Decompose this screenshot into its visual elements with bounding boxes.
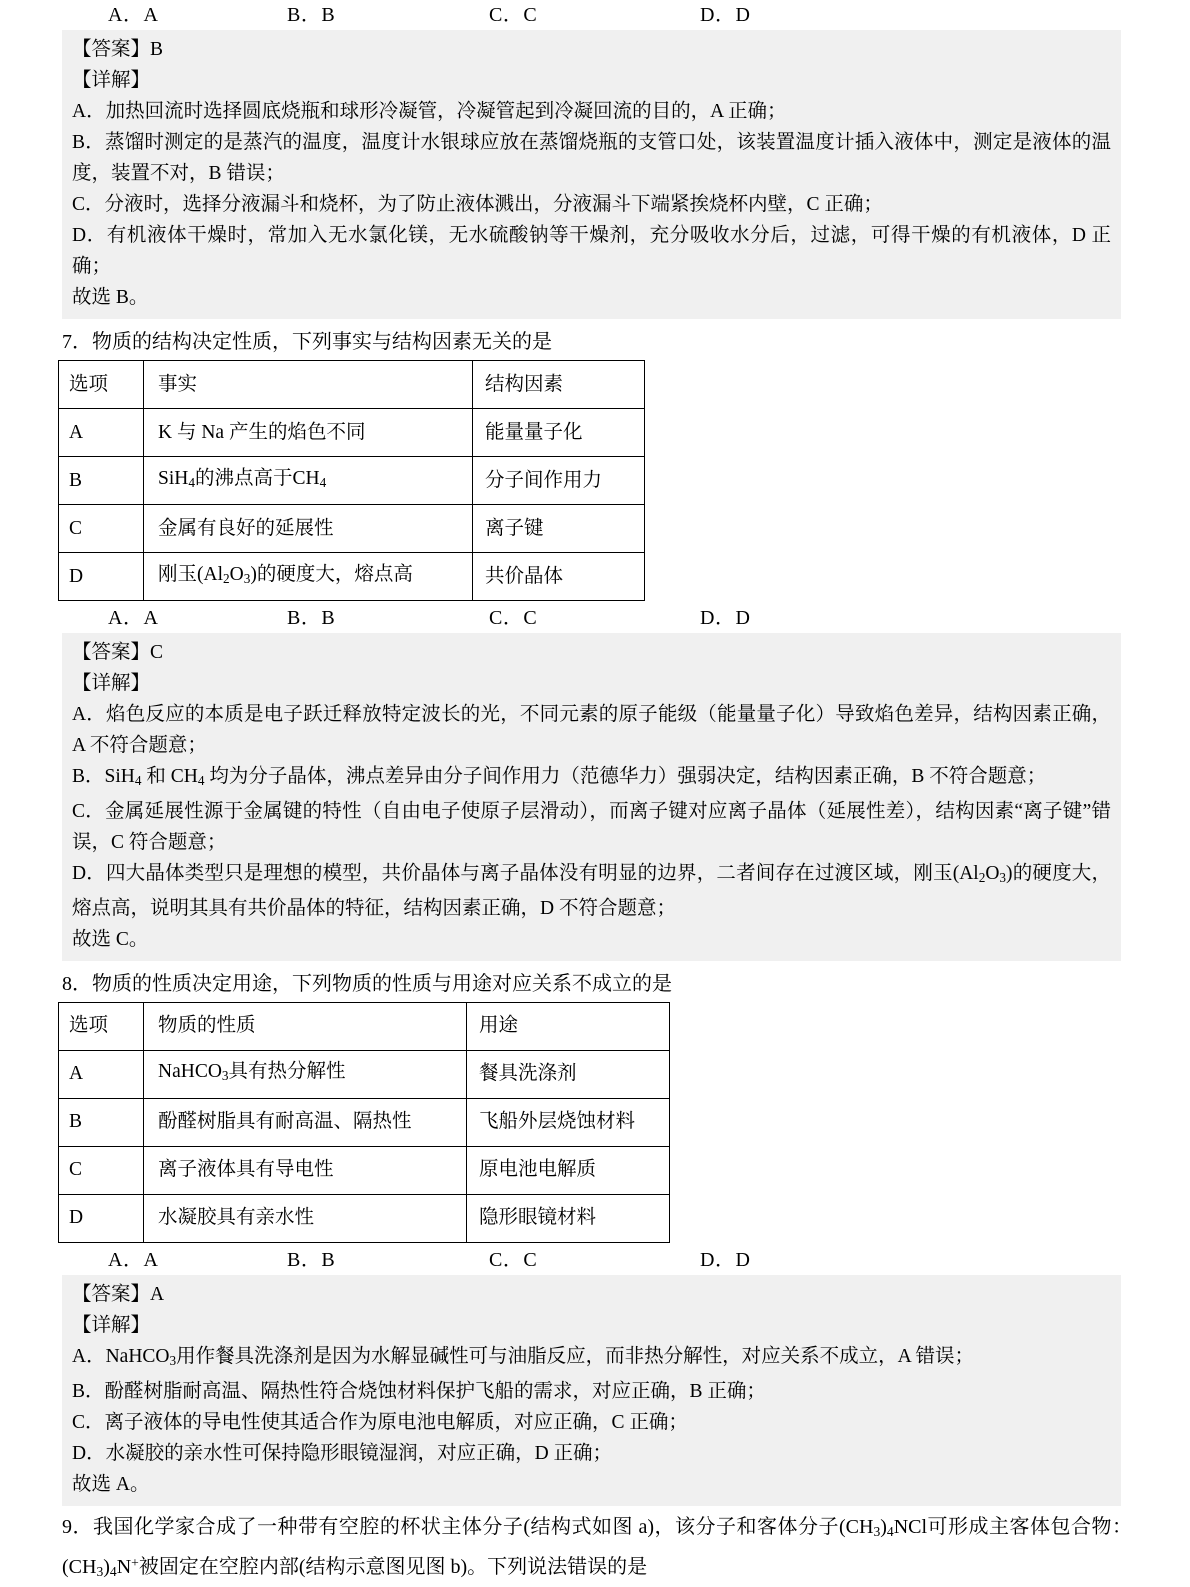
cell-fact: 刚玉$(Al_2O_3)$的硬度大，熔点高 <box>144 553 473 601</box>
answer-block-q8 <box>62 1275 1121 1506</box>
choice-a[interactable]: A．A <box>108 1248 159 1271</box>
explanation-line-b: B．蒸馏时测定的是蒸汽的温度，温度计水银球应放在蒸馏烧瓶的支管口处，该装置温度计插入液体中，测定是液体的温度，装置不对，B 错误； <box>72 132 1111 184</box>
header-factor: 结构因素 <box>473 361 645 409</box>
cell-property: NaHCO$_3$具有热分解性 <box>144 1050 467 1098</box>
header-property: 物质的性质 <box>144 1002 467 1050</box>
table-row <box>59 409 645 457</box>
table-row <box>59 1050 670 1098</box>
cell-option: D <box>59 553 144 601</box>
cell-use: 隐形眼镜材料 <box>467 1194 670 1242</box>
question-8-table <box>58 1002 670 1243</box>
cell-option: A <box>59 409 144 457</box>
conclusion-line: 故选 A。 <box>72 1473 150 1495</box>
header-option: 选项 <box>59 1002 144 1050</box>
choices-row-q8 <box>0 1245 1190 1275</box>
detail-label: 【详解】 <box>72 1314 151 1336</box>
choice-b[interactable]: B．B <box>287 4 336 26</box>
cell-factor: 能量量子化 <box>473 409 645 457</box>
table-row <box>59 1146 670 1194</box>
table-row <box>59 553 645 601</box>
table-header-row <box>59 1002 670 1050</box>
choice-b[interactable]: B．B <box>287 1248 336 1271</box>
choices-row-q7 <box>0 603 1190 633</box>
header-option: 选项 <box>59 361 144 409</box>
choice-c[interactable]: C．C <box>489 1248 538 1271</box>
explanation-line-a: A．加热回流时选择圆底烧瓶和球形冷凝管，冷凝管起到冷凝回流的目的，A 正确； <box>72 101 787 122</box>
cell-property: 酚醛树脂具有耐高温、隔热性 <box>144 1098 467 1146</box>
detail-label: 【详解】 <box>72 673 151 694</box>
question-7-table <box>58 360 645 601</box>
header-use: 用途 <box>467 1002 670 1050</box>
explanation-line-a: A．焰色反应的本质是电子跃迁释放特定波长的光，不同元素的原子能级（能量量子化）导致焰色差异，结构因素正确，A 不符合题意； <box>72 704 1111 756</box>
cell-option: B <box>59 1098 144 1146</box>
explanation-line-d: D．有机液体干燥时，常加入无水氯化镁，无水硫酸钠等干燥剂，充分吸收水分后，过滤，可得干燥的有机液体，D 正确； <box>72 225 1111 277</box>
cell-use: 原电池电解质 <box>467 1146 670 1194</box>
cell-factor: 离子键 <box>473 505 645 553</box>
cell-fact: SiH$_4$的沸点高于$CH_4$ <box>144 457 473 505</box>
cell-factor: 分子间作用力 <box>473 457 645 505</box>
cell-property: 离子液体具有导电性 <box>144 1146 467 1194</box>
cell-use: 餐具洗涤剂 <box>467 1050 670 1098</box>
explanation-line-c: C．分液时，选择分液漏斗和烧杯，为了防止液体溅出，分液漏斗下端紧挨烧杯内壁，C 正确； <box>72 194 883 215</box>
answer-block-q7 <box>62 633 1121 961</box>
explanation-line-b: B．SiH$_4$ 和 $CH_4$ 均为分子晶体，沸点差异由分子间作用力（范德华力）强弱决定，结构因素正确，B 不符合题意； <box>72 766 1047 788</box>
choice-d[interactable]: D．D <box>700 4 751 26</box>
table-header-row <box>59 361 645 409</box>
cell-option: D <box>59 1194 144 1242</box>
explanation-line-c: C．离子液体的导电性使其适合作为原电池电解质，对应正确，C 正确； <box>72 1411 688 1433</box>
cell-factor: 共价晶体 <box>473 553 645 601</box>
choices-row-q6 <box>0 0 1190 30</box>
cell-fact: 金属有良好的延展性 <box>144 505 473 553</box>
table-row <box>59 505 645 553</box>
choice-a[interactable]: A．A <box>108 607 159 629</box>
table-row <box>59 1194 670 1242</box>
explanation-line-c: C．金属延展性源于金属键的特性（自由电子使原子层滑动），而离子键对应离子晶体（延展性差），结构因素“离子键”错误，C 符合题意； <box>72 800 1111 853</box>
choice-a[interactable]: A．A <box>108 4 159 26</box>
cell-use: 飞船外层烧蚀材料 <box>467 1098 670 1146</box>
table-row <box>59 457 645 505</box>
answer-line: 【答案】A <box>72 1283 165 1305</box>
header-fact: 事实 <box>144 361 473 409</box>
detail-label: 【详解】 <box>72 70 151 91</box>
question-7-stem: 7．物质的结构决定性质，下列事实与结构因素无关的是 <box>62 331 552 353</box>
cell-property: 水凝胶具有亲水性 <box>144 1194 467 1242</box>
cell-fact: K 与 Na 产生的焰色不同 <box>144 409 473 457</box>
answer-line: 【答案】C <box>72 642 164 663</box>
question-9-stem: 9．我国化学家合成了一种带有空腔的杯状主体分子(结构式如图 a)，该分子和客体分子$(CH_3)_4NCl$可形成主客体包合物：$(CH_3)_4N^+$被固定在空腔内部(结构示意图见图 b)。下列说法错误的是 <box>62 1515 1133 1579</box>
cell-option: C <box>59 1146 144 1194</box>
question-8-stem: 8．物质的性质决定用途，下列物质的性质与用途对应关系不成立的是 <box>62 972 672 995</box>
explanation-line-d: D．水凝胶的亲水性可保持隐形眼镜湿润，对应正确，D 正确； <box>72 1442 613 1464</box>
explanation-line-a: A．NaHCO$_3$用作餐具洗涤剂是因为水解显碱性可与油脂反应，而非热分解性，对应关系不成立，A 错误； <box>72 1345 975 1368</box>
conclusion-line: 故选 B。 <box>72 287 149 308</box>
choice-b[interactable]: B．B <box>287 607 336 629</box>
cell-option: A <box>59 1050 144 1098</box>
choice-c[interactable]: C．C <box>489 4 538 26</box>
explanation-line-d: D．四大晶体类型只是理想的模型，共价晶体与离子晶体没有明显的边界，二者间存在过渡区域，刚玉$(Al_2O_3)$的硬度大，熔点高，说明其具有共价晶体的特征，结构因素正确，D 不符合题意； <box>72 862 1111 919</box>
choice-c[interactable]: C．C <box>489 607 538 629</box>
answer-block-q6 <box>62 30 1121 319</box>
explanation-line-b: B．酚醛树脂耐高温、隔热性符合烧蚀材料保护飞船的需求，对应正确，B 正确； <box>72 1380 766 1402</box>
conclusion-line: 故选 C。 <box>72 928 149 950</box>
cell-option: B <box>59 457 144 505</box>
table-row <box>59 1098 670 1146</box>
answer-line: 【答案】B <box>72 39 164 60</box>
cell-option: C <box>59 505 144 553</box>
choice-d[interactable]: D．D <box>700 607 751 629</box>
choice-d[interactable]: D．D <box>700 1248 751 1271</box>
